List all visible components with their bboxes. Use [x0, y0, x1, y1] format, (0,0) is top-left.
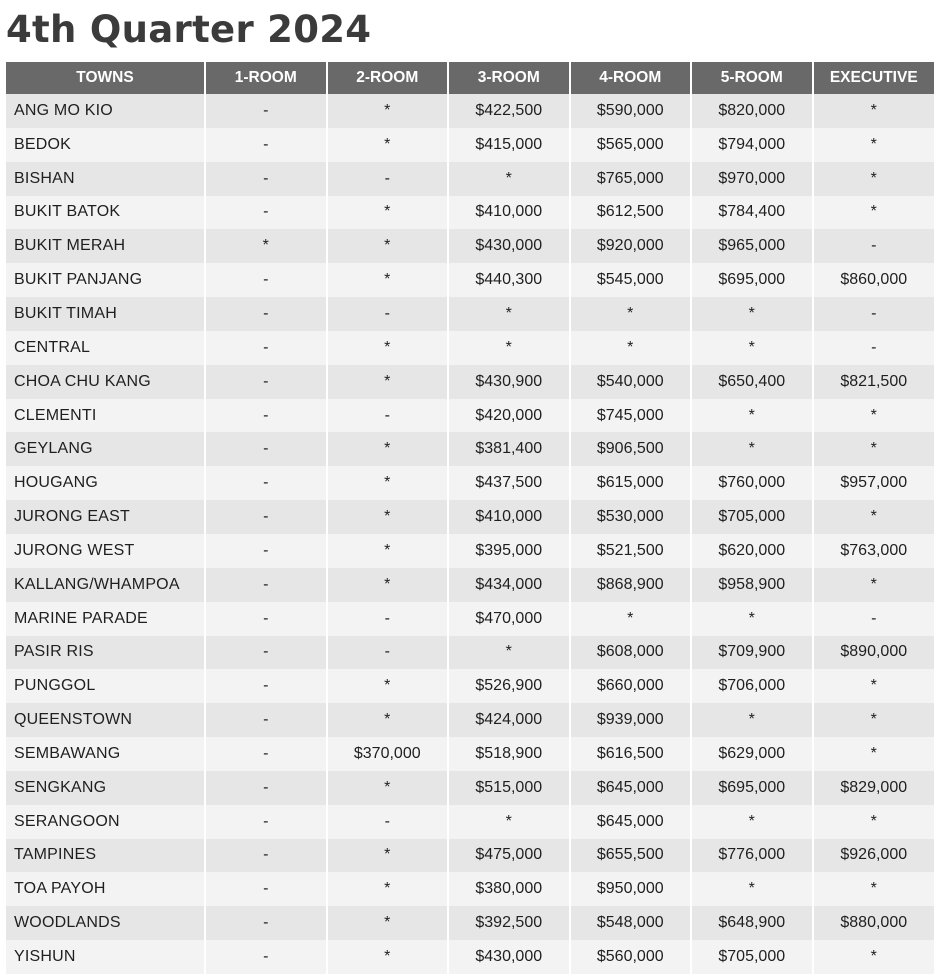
price-2-room-cell: *: [327, 466, 449, 500]
price-4-room-cell: $745,000: [570, 399, 692, 433]
table-row: [6, 737, 934, 771]
table-row: [6, 229, 934, 263]
town-name-cell: BUKIT TIMAH: [6, 297, 205, 331]
price-3-room-cell: *: [448, 805, 570, 839]
price-5-room-cell: *: [691, 602, 813, 636]
price-executive-cell: *: [813, 399, 935, 433]
price-2-room-cell: *: [327, 128, 449, 162]
price-1-room-cell: -: [205, 534, 327, 568]
price-1-room-cell: -: [205, 94, 327, 128]
price-executive-cell: *: [813, 196, 935, 230]
town-name-cell: BUKIT MERAH: [6, 229, 205, 263]
price-1-room-cell: -: [205, 839, 327, 873]
price-2-room-cell: -: [327, 297, 449, 331]
price-executive-cell: $880,000: [813, 906, 935, 940]
town-name-cell: JURONG EAST: [6, 500, 205, 534]
price-4-room-cell: $616,500: [570, 737, 692, 771]
town-name-cell: YISHUN: [6, 940, 205, 974]
price-4-room-cell: $939,000: [570, 703, 692, 737]
header-row: [6, 62, 934, 94]
price-3-room-cell: *: [448, 162, 570, 196]
price-5-room-cell: $705,000: [691, 940, 813, 974]
price-4-room-cell: *: [570, 297, 692, 331]
table-row: [6, 365, 934, 399]
table-row: [6, 568, 934, 602]
price-3-room-cell: $434,000: [448, 568, 570, 602]
price-2-room-cell: *: [327, 432, 449, 466]
price-3-room-cell: *: [448, 636, 570, 670]
column-header-3-room: 3-ROOM: [448, 62, 570, 94]
price-1-room-cell: -: [205, 466, 327, 500]
price-5-room-cell: $970,000: [691, 162, 813, 196]
table-row: [6, 466, 934, 500]
table-row: [6, 500, 934, 534]
price-2-room-cell: *: [327, 940, 449, 974]
price-5-room-cell: $650,400: [691, 365, 813, 399]
column-header-2-room: 2-ROOM: [327, 62, 449, 94]
price-1-room-cell: -: [205, 128, 327, 162]
price-3-room-cell: $422,500: [448, 94, 570, 128]
price-4-room-cell: $548,000: [570, 906, 692, 940]
price-4-room-cell: $906,500: [570, 432, 692, 466]
price-4-room-cell: $545,000: [570, 263, 692, 297]
price-2-room-cell: *: [327, 703, 449, 737]
price-executive-cell: *: [813, 94, 935, 128]
price-executive-cell: *: [813, 162, 935, 196]
town-name-cell: WOODLANDS: [6, 906, 205, 940]
price-4-room-cell: $540,000: [570, 365, 692, 399]
price-3-room-cell: $470,000: [448, 602, 570, 636]
price-5-room-cell: $695,000: [691, 771, 813, 805]
price-4-room-cell: $530,000: [570, 500, 692, 534]
town-name-cell: SERANGOON: [6, 805, 205, 839]
town-name-cell: SENGKANG: [6, 771, 205, 805]
town-name-cell: JURONG WEST: [6, 534, 205, 568]
price-5-room-cell: $794,000: [691, 128, 813, 162]
price-2-room-cell: *: [327, 534, 449, 568]
price-5-room-cell: $784,400: [691, 196, 813, 230]
price-1-room-cell: -: [205, 771, 327, 805]
table-header: [6, 62, 934, 94]
table-row: [6, 331, 934, 365]
price-1-room-cell: -: [205, 365, 327, 399]
town-name-cell: TOA PAYOH: [6, 872, 205, 906]
price-2-room-cell: *: [327, 872, 449, 906]
price-1-room-cell: -: [205, 162, 327, 196]
price-5-room-cell: $760,000: [691, 466, 813, 500]
price-4-room-cell: *: [570, 602, 692, 636]
price-1-room-cell: -: [205, 297, 327, 331]
table-row: [6, 432, 934, 466]
price-2-room-cell: -: [327, 399, 449, 433]
price-executive-cell: *: [813, 940, 935, 974]
table-row: [6, 636, 934, 670]
price-2-room-cell: *: [327, 196, 449, 230]
price-3-room-cell: $440,300: [448, 263, 570, 297]
price-3-room-cell: $430,900: [448, 365, 570, 399]
price-3-room-cell: $475,000: [448, 839, 570, 873]
table-row: [6, 534, 934, 568]
table-row: [6, 128, 934, 162]
table-row: [6, 906, 934, 940]
price-5-room-cell: $620,000: [691, 534, 813, 568]
price-2-room-cell: *: [327, 568, 449, 602]
price-5-room-cell: $965,000: [691, 229, 813, 263]
price-2-room-cell: *: [327, 771, 449, 805]
price-5-room-cell: *: [691, 805, 813, 839]
price-4-room-cell: $590,000: [570, 94, 692, 128]
price-3-room-cell: $515,000: [448, 771, 570, 805]
price-executive-cell: *: [813, 669, 935, 703]
table-row: [6, 872, 934, 906]
table-row: [6, 399, 934, 433]
town-name-cell: TAMPINES: [6, 839, 205, 873]
town-name-cell: MARINE PARADE: [6, 602, 205, 636]
price-5-room-cell: $705,000: [691, 500, 813, 534]
price-table: [6, 62, 934, 974]
table-row: [6, 602, 934, 636]
table-row: [6, 94, 934, 128]
price-executive-cell: *: [813, 805, 935, 839]
price-3-room-cell: $415,000: [448, 128, 570, 162]
price-1-room-cell: -: [205, 737, 327, 771]
price-1-room-cell: -: [205, 805, 327, 839]
price-3-room-cell: $526,900: [448, 669, 570, 703]
column-header-4-room: 4-ROOM: [570, 62, 692, 94]
price-2-room-cell: -: [327, 636, 449, 670]
price-1-room-cell: -: [205, 703, 327, 737]
price-executive-cell: -: [813, 229, 935, 263]
price-4-room-cell: $560,000: [570, 940, 692, 974]
price-5-room-cell: $709,900: [691, 636, 813, 670]
price-5-room-cell: $820,000: [691, 94, 813, 128]
price-5-room-cell: $958,900: [691, 568, 813, 602]
price-1-room-cell: -: [205, 636, 327, 670]
price-2-room-cell: -: [327, 805, 449, 839]
column-header-towns: TOWNS: [6, 62, 205, 94]
town-name-cell: BEDOK: [6, 128, 205, 162]
price-3-room-cell: $380,000: [448, 872, 570, 906]
price-executive-cell: $926,000: [813, 839, 935, 873]
town-name-cell: CENTRAL: [6, 331, 205, 365]
price-4-room-cell: $565,000: [570, 128, 692, 162]
price-3-room-cell: *: [448, 297, 570, 331]
price-2-room-cell: *: [327, 839, 449, 873]
town-name-cell: GEYLANG: [6, 432, 205, 466]
price-5-room-cell: $648,900: [691, 906, 813, 940]
town-name-cell: PUNGGOL: [6, 669, 205, 703]
price-2-room-cell: *: [327, 94, 449, 128]
price-1-room-cell: -: [205, 872, 327, 906]
price-5-room-cell: $695,000: [691, 263, 813, 297]
column-header-1-room: 1-ROOM: [205, 62, 327, 94]
price-executive-cell: $957,000: [813, 466, 935, 500]
price-4-room-cell: $608,000: [570, 636, 692, 670]
town-name-cell: CLEMENTI: [6, 399, 205, 433]
price-4-room-cell: $655,500: [570, 839, 692, 873]
price-3-room-cell: $410,000: [448, 196, 570, 230]
price-executive-cell: *: [813, 872, 935, 906]
price-1-room-cell: -: [205, 196, 327, 230]
price-1-room-cell: -: [205, 399, 327, 433]
price-1-room-cell: -: [205, 432, 327, 466]
price-executive-cell: -: [813, 331, 935, 365]
price-5-room-cell: *: [691, 703, 813, 737]
price-4-room-cell: $645,000: [570, 771, 692, 805]
price-3-room-cell: $410,000: [448, 500, 570, 534]
town-name-cell: BISHAN: [6, 162, 205, 196]
price-5-room-cell: *: [691, 432, 813, 466]
price-3-room-cell: $424,000: [448, 703, 570, 737]
price-executive-cell: $890,000: [813, 636, 935, 670]
price-2-room-cell: *: [327, 500, 449, 534]
table-row: [6, 940, 934, 974]
table-row: [6, 703, 934, 737]
price-2-room-cell: *: [327, 331, 449, 365]
price-1-room-cell: -: [205, 568, 327, 602]
price-executive-cell: -: [813, 297, 935, 331]
table-row: [6, 297, 934, 331]
town-name-cell: ANG MO KIO: [6, 94, 205, 128]
table-row: [6, 839, 934, 873]
price-executive-cell: $860,000: [813, 263, 935, 297]
price-executive-cell: *: [813, 128, 935, 162]
price-executive-cell: *: [813, 568, 935, 602]
price-executive-cell: $821,500: [813, 365, 935, 399]
price-2-room-cell: $370,000: [327, 737, 449, 771]
town-name-cell: HOUGANG: [6, 466, 205, 500]
price-5-room-cell: *: [691, 297, 813, 331]
price-4-room-cell: $868,900: [570, 568, 692, 602]
price-4-room-cell: $521,500: [570, 534, 692, 568]
price-4-room-cell: $615,000: [570, 466, 692, 500]
price-5-room-cell: *: [691, 331, 813, 365]
price-3-room-cell: $420,000: [448, 399, 570, 433]
price-1-room-cell: -: [205, 669, 327, 703]
price-4-room-cell: $660,000: [570, 669, 692, 703]
price-executive-cell: *: [813, 432, 935, 466]
page-title: 4th Quarter 2024: [6, 8, 372, 51]
town-name-cell: PASIR RIS: [6, 636, 205, 670]
price-2-room-cell: -: [327, 162, 449, 196]
price-5-room-cell: $629,000: [691, 737, 813, 771]
town-name-cell: SEMBAWANG: [6, 737, 205, 771]
price-2-room-cell: *: [327, 263, 449, 297]
price-4-room-cell: $612,500: [570, 196, 692, 230]
price-executive-cell: $763,000: [813, 534, 935, 568]
price-3-room-cell: $395,000: [448, 534, 570, 568]
price-executive-cell: *: [813, 703, 935, 737]
column-header-executive: EXECUTIVE: [813, 62, 935, 94]
price-5-room-cell: $706,000: [691, 669, 813, 703]
table-row: [6, 771, 934, 805]
town-name-cell: KALLANG/WHAMPOA: [6, 568, 205, 602]
price-5-room-cell: $776,000: [691, 839, 813, 873]
price-3-room-cell: $392,500: [448, 906, 570, 940]
price-1-room-cell: -: [205, 331, 327, 365]
price-2-room-cell: -: [327, 602, 449, 636]
table-row: [6, 162, 934, 196]
town-name-cell: BUKIT BATOK: [6, 196, 205, 230]
price-3-room-cell: $437,500: [448, 466, 570, 500]
price-3-room-cell: $518,900: [448, 737, 570, 771]
price-2-room-cell: *: [327, 365, 449, 399]
price-executive-cell: *: [813, 500, 935, 534]
table-row: [6, 669, 934, 703]
price-1-room-cell: -: [205, 906, 327, 940]
price-4-room-cell: *: [570, 331, 692, 365]
table-row: [6, 263, 934, 297]
price-4-room-cell: $645,000: [570, 805, 692, 839]
price-4-room-cell: $920,000: [570, 229, 692, 263]
table-body: [6, 94, 934, 974]
town-name-cell: QUEENSTOWN: [6, 703, 205, 737]
price-executive-cell: $829,000: [813, 771, 935, 805]
price-1-room-cell: -: [205, 263, 327, 297]
price-3-room-cell: $381,400: [448, 432, 570, 466]
table-row: [6, 196, 934, 230]
price-3-room-cell: $430,000: [448, 229, 570, 263]
price-2-room-cell: *: [327, 906, 449, 940]
price-1-room-cell: -: [205, 940, 327, 974]
price-1-room-cell: -: [205, 500, 327, 534]
price-3-room-cell: $430,000: [448, 940, 570, 974]
price-5-room-cell: *: [691, 872, 813, 906]
price-1-room-cell: -: [205, 602, 327, 636]
price-executive-cell: *: [813, 737, 935, 771]
price-3-room-cell: *: [448, 331, 570, 365]
table-row: [6, 805, 934, 839]
price-2-room-cell: *: [327, 669, 449, 703]
town-name-cell: CHOA CHU KANG: [6, 365, 205, 399]
price-1-room-cell: *: [205, 229, 327, 263]
price-4-room-cell: $950,000: [570, 872, 692, 906]
price-4-room-cell: $765,000: [570, 162, 692, 196]
price-5-room-cell: *: [691, 399, 813, 433]
price-2-room-cell: *: [327, 229, 449, 263]
price-executive-cell: -: [813, 602, 935, 636]
town-name-cell: BUKIT PANJANG: [6, 263, 205, 297]
column-header-5-room: 5-ROOM: [691, 62, 813, 94]
